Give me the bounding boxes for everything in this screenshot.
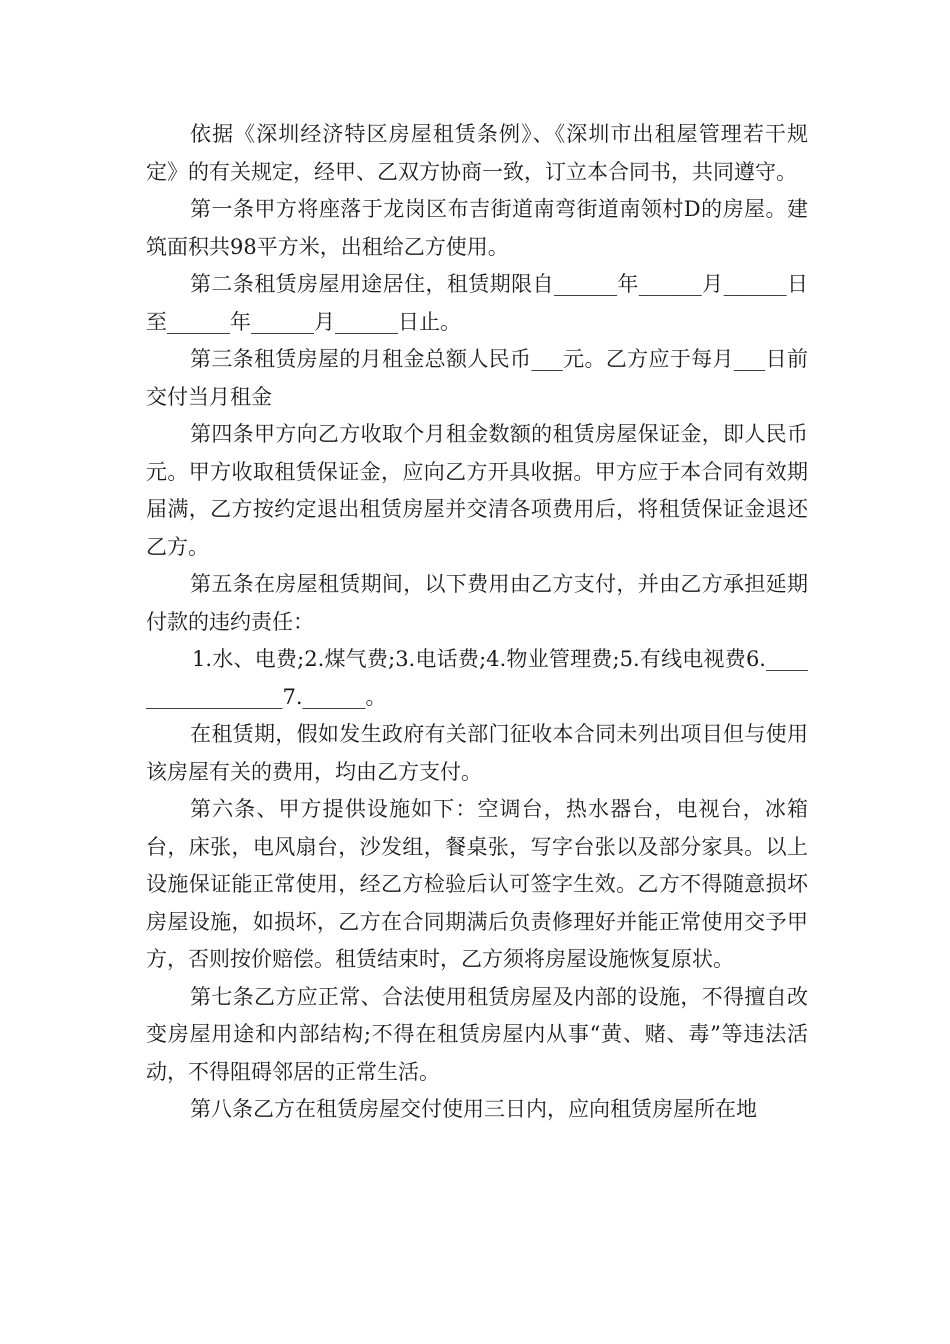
document-body [146,116,808,1129]
preamble-paragraph: 依据《深圳经济特区房屋租赁条例》、《深圳市出租屋管理若干规定》的有关规定，经甲、乙双方协商一致，订立本合同书，共同遵守。 [146,122,808,184]
article-6-paragraph: 第六条、甲方提供设施如下：空调台，热水器台，电视台，冰箱台，床张，电风扇台，沙发组，餐桌张，写字台张以及部分家具。以上设施保证能正常使用，经乙方检验后认可签字生效。乙方不得随意损坏房屋设施，如损坏，乙方在合同期满后负责修理好并能正常使用交予甲方，否则按价赔偿。租赁结束时，乙方须将房屋设施恢复原状。 [146,797,808,971]
article-5-additional-fees-paragraph: 在租赁期，假如发生政府有关部门征收本合同未列出项目但与使用该房屋有关的费用，均由乙方支付。 [146,722,808,784]
article-4-paragraph: 第四条甲方向乙方收取个月租金数额的租赁房屋保证金，即人民币元。甲方收取租赁保证金，应向乙方开具收据。甲方应于本合同有效期届满，乙方按约定退出租赁房屋并交清各项费用后，将租赁保证金退还乙方。 [146,422,808,559]
article-3-paragraph: 第三条租赁房屋的月租金总额人民币___元。乙方应于每月___日前交付当月租金 [146,347,808,409]
article-5-fee-list: 1.水、电费;2.煤气费;3.电话费;4.物业管理费;5.有线电视费6._________________7.______。 [146,647,808,709]
article-2-paragraph: 第二条租赁房屋用途居住，租赁期限自______年______月______日至______年______月______日止。 [146,272,808,334]
article-8-paragraph: 第八条乙方在租赁房屋交付使用三日内，应向租赁房屋所在地 [190,1097,757,1121]
article-1-paragraph: 第一条甲方将座落于龙岗区布吉街道南弯街道南领村D的房屋。建筑面积共98平方米，出租给乙方使用。 [146,197,808,259]
article-5-paragraph: 第五条在房屋租赁期间，以下费用由乙方支付，并由乙方承担延期付款的违约责任： [146,572,808,634]
article-7-paragraph: 第七条乙方应正常、合法使用租赁房屋及内部的设施，不得擅自改变房屋用途和内部结构;不得在租赁房屋内从事“黄、赌、毒”等违法活动，不得阻碍邻居的正常生活。 [146,984,808,1084]
